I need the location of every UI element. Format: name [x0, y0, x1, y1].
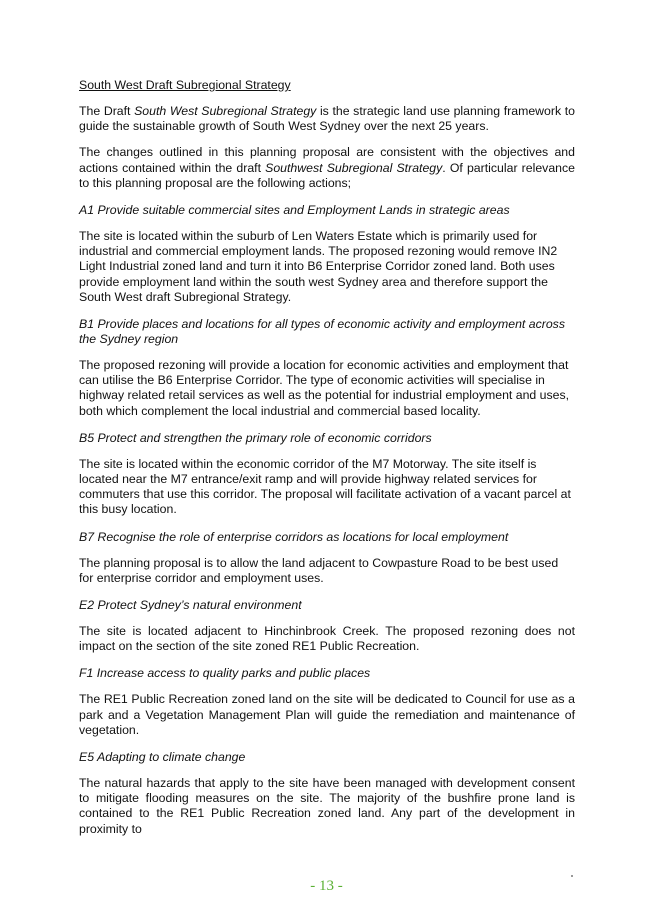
page-number: - 13 -: [310, 878, 343, 894]
intro-paragraph-2: [79, 145, 575, 191]
action-title-e2: E2 Protect Sydney’s natural environment: [79, 598, 302, 613]
document-body: [79, 78, 575, 837]
action-title-f1: F1 Increase access to quality parks and public places: [79, 666, 371, 681]
action-title-b7: B7 Recognise the role of enterprise corridors as locations for local employment: [79, 529, 509, 544]
scan-speck: [571, 875, 573, 877]
intro-p2-text-a: The changes outlined in this planning proposal are consistent with the objectives and actions contained within the draft: [79, 145, 575, 175]
action-body-a1: The site is located within the suburb of Len Waters Estate which is primarily used for industrial and commercial employment lands. The proposed rezoning would remove IN2 Light Industrial zoned land and turn it into B6 Enterprise Corridor zoned land. Both uses provide employment land within the south west Sydney area and therefore support the South West draft Subregional Strategy.: [79, 229, 558, 304]
action-body-f1: The RE1 Public Recreation zoned land on the site will be dedicated to Council for use as a park and a Vegetation Management Plan will guide the remediation and maintenance of vegetation.: [79, 692, 575, 737]
action-body-b5: The site is located within the economic corridor of the M7 Motorway. The site itself is located near the M7 entrance/exit ramp and will provide highway related services for commuters that use this corridor. The proposal will facilitate activation of a vacant parcel at this busy location.: [79, 456, 571, 517]
intro-p2-text-c: . Of particular relevance to this planning proposal are the following actions;: [79, 160, 575, 190]
intro-p1-text-a: The Draft: [79, 104, 135, 118]
action-title-b1: B1 Provide places and locations for all types of economic activity and employment across the Sydney region: [79, 317, 565, 347]
action-body-b7: The planning proposal is to allow the land adjacent to Cowpasture Road to be best used for enterprise corridor and employment uses.: [79, 555, 559, 585]
intro-p1-text-c: is the strategic land use planning framework to guide the sustainable growth of South West Sydney over the next 25 years.: [79, 104, 575, 134]
action-body-b1: The proposed rezoning will provide a location for economic activities and employment that can utilise the B6 Enterprise Corridor. The type of economic activities will specialise in highway related retail services as well as the potential for industrial employment and uses, both which complement the local industrial and commercial based locality.: [79, 358, 570, 418]
intro-paragraph-1: [79, 104, 575, 134]
action-body-e5: The natural hazards that apply to the site have been managed with development consent to mitigate flooding measures on the site. The majority of the bushfire prone land is contained to the RE1 Public Recreation zoned land. Any part of the development in proximity to: [79, 776, 575, 836]
intro-p1-strategy-name: South West Subregional Strategy: [134, 104, 317, 118]
action-title-e5: E5 Adapting to climate change: [79, 750, 246, 765]
section-heading: South West Draft Subregional Strategy: [79, 78, 291, 92]
intro-p2-strategy-name: Southwest Subregional Strategy: [265, 160, 443, 175]
action-title-b5: B5 Protect and strengthen the primary role of economic corridors: [79, 430, 432, 445]
action-body-e2: The site is located adjacent to Hinchinbrook Creek. The proposed rezoning does not impact on the section of the site zoned RE1 Public Recreation.: [79, 624, 575, 654]
action-title-a1: A1 Provide suitable commercial sites and Employment Lands in strategic areas: [79, 203, 510, 218]
